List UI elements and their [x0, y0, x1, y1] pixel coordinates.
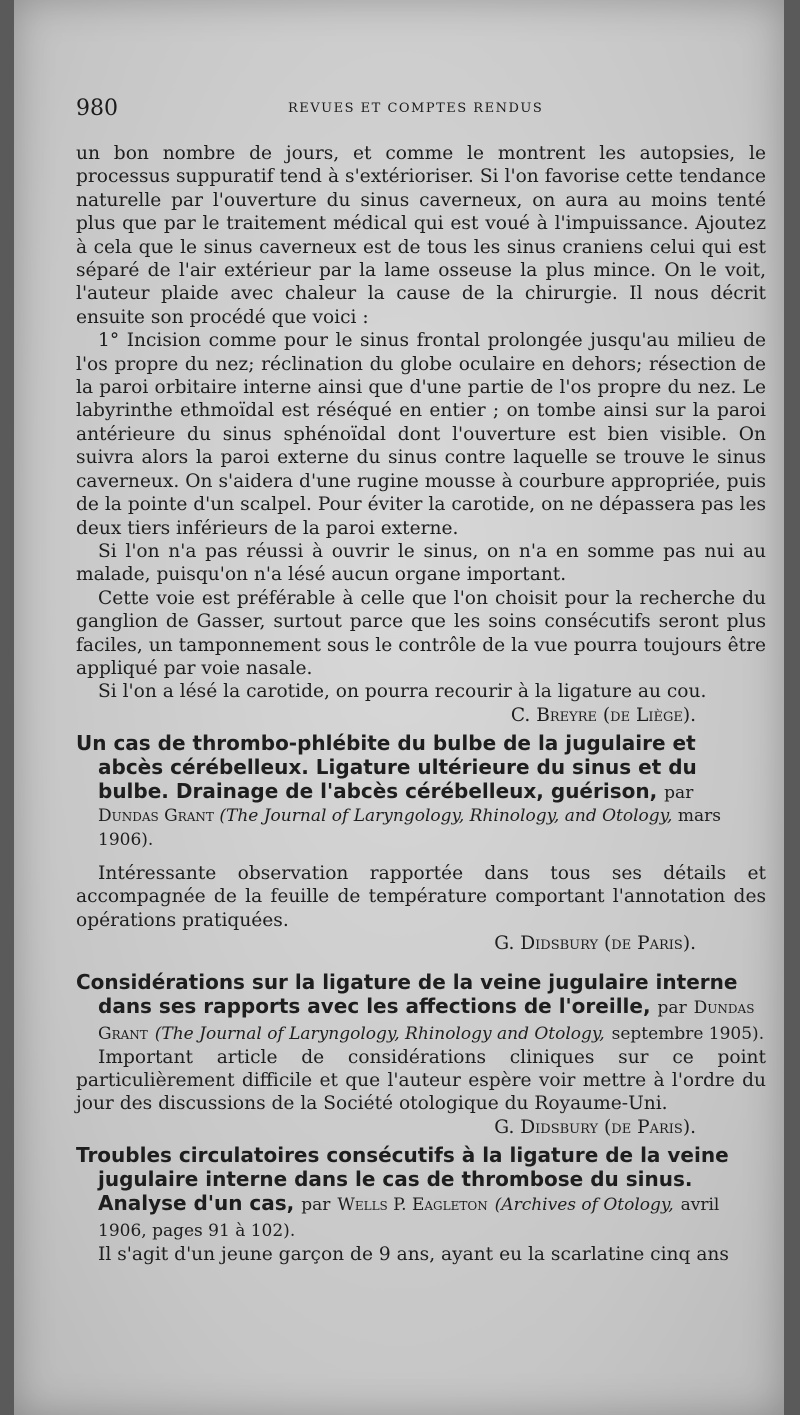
article-heading: [76, 970, 766, 1046]
article-heading: [76, 731, 766, 852]
byline-author: Dundas Grant: [98, 806, 214, 827]
byline-prefix: par: [301, 1195, 331, 1216]
paragraph: Important article de considérations cliniques sur ce point particulièrement difficile et que l'auteur espère voir mettre à l'ordre du jour des discussions de la Société otologique du Royaume-Uni.: [76, 1046, 766, 1115]
paragraph: Il s'agit d'un jeune garçon de 9 ans, ayant eu la scarlatine cinq ans: [98, 1244, 729, 1266]
paragraph: Cette voie est préférable à celle que l'on choisit pour la recherche du ganglion de Gasser, surtout parce que les soins consécutifs seront plus faciles, un tamponnement sous le contrôle de la vue pourra toujours être appliqué par voie nasale.: [76, 587, 766, 679]
byline-author: Wells P. Eagleton: [337, 1195, 488, 1216]
byline-date: septembre 1905).: [611, 1023, 765, 1044]
byline-prefix: par: [664, 783, 694, 804]
byline-prefix: par: [657, 997, 687, 1018]
byline-date: avril 1906, pages 91 à 102).: [98, 1195, 720, 1242]
byline-journal: (The Journal of Laryngology, Rhinology, and Otology,: [219, 806, 673, 827]
paragraph: Si l'on a lésé la carotide, on pourra recourir à la ligature au cou.: [98, 681, 707, 703]
signature: G. Didsbury (de Paris).: [494, 1116, 696, 1138]
paragraph: Intéressante observation rapportée dans tous ses détails et accompagnée de la feuille de température comportant l'annotation des opérations pratiquées.: [76, 862, 766, 931]
article-title: Troubles circulatoires consécutifs à la ligature de la veine jugulaire interne dans le cas de thrombose du sinus. Analyse d'un cas,: [76, 1143, 729, 1216]
book-page: [14, 0, 784, 1415]
article-heading: [76, 1143, 766, 1243]
paragraph: Si l'on n'a pas réussi à ouvrir le sinus, on n'a en somme pas nui au malade, puisqu'on n'a lésé aucun organe important.: [76, 540, 766, 586]
article-title: Considérations sur la ligature de la veine jugulaire interne dans ses rapports avec les affections de l'oreille,: [76, 969, 738, 1018]
page-header: [76, 96, 744, 126]
article-title: Un cas de thrombo-phlébite du bulbe de la jugulaire et abcès cérébelleux. Ligature ultérieure du sinus et du bulbe. Drainage de l'abcès cérébelleux, guérison,: [76, 731, 697, 804]
paragraph: 1° Incision comme pour le sinus frontal prolongée jusqu'au milieu de l'os propre du nez; réclination du globe oculaire en dehors; résection de la paroi orbitaire interne ainsi que d'une partie de l'os propre du nez. Le labyrinthe ethmoïdal est réséqué en entier ; on tombe ainsi sur la paroi antérieure du sinus sphénoïdal dont l'ouverture est bien visible. On suivra alors la paroi externe du sinus contre laquelle se trouve le sinus caverneux. On s'aidera d'une rugine mousse à courbure appropriée, puis de la pointe d'un scalpel. Pour éviter la carotide, on ne dépassera pas les deux tiers inférieurs de la paroi externe.: [76, 330, 766, 539]
page-body: [76, 142, 766, 1267]
byline-date: mars 1906).: [98, 806, 721, 850]
running-title: REVUES ET COMPTES RENDUS: [288, 101, 544, 116]
byline-author: Dundas Grant: [98, 997, 755, 1044]
page-number: 980: [76, 96, 118, 121]
paragraph: un bon nombre de jours, et comme le montrent les autopsies, le processus suppuratif tend à s'extérioriser. Si l'on favorise cette tendance naturelle par l'ouverture du sinus caverneux, on aura au moins tenté plus que par le traitement médical qui est voué à l'impuissance. Ajoutez à cela que le sinus caverneux est de tous les sinus craniens celui qui est séparé de l'air extérieur par la lame osseuse la plus mince. On le voit, l'auteur plaide avec chaleur la cause de la chirurgie. Il nous décrit ensuite son procédé que voici :: [76, 143, 766, 328]
signature: C. Breyre (de Liège).: [510, 704, 696, 726]
signature: G. Didsbury (de Paris).: [494, 933, 696, 955]
byline-journal: (Archives of Otology,: [494, 1195, 674, 1216]
byline-journal: (The Journal of Laryngology, Rhinology and Otology,: [154, 1023, 605, 1044]
